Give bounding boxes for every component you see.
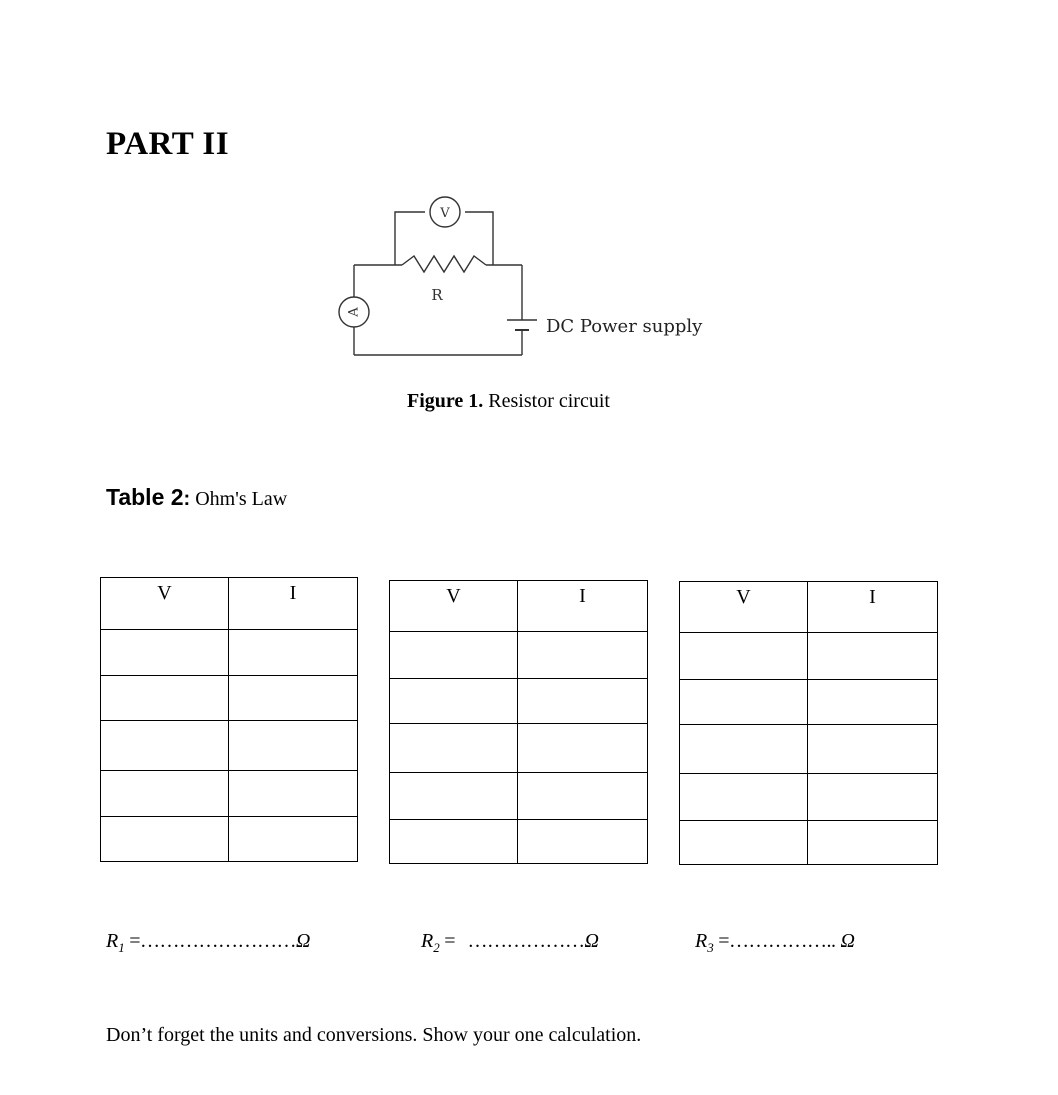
table-row: [101, 630, 358, 676]
cell-v[interactable]: [680, 774, 808, 821]
table-row: [101, 676, 358, 721]
cell-v[interactable]: [101, 630, 229, 676]
cell-i[interactable]: [808, 725, 938, 774]
cell-i[interactable]: [229, 630, 358, 676]
supply-label: DC Power supply: [546, 316, 703, 337]
figure-label: Figure 1.: [407, 390, 484, 412]
table-row: [680, 725, 938, 774]
result-equals: =: [124, 930, 140, 952]
table-caption-colon: :: [183, 488, 191, 510]
result-symbol: R: [421, 930, 434, 952]
cell-v[interactable]: [680, 725, 808, 774]
result-unit: Ω: [835, 930, 855, 952]
table-row: [390, 724, 648, 773]
voltmeter-wire: [395, 212, 425, 265]
table-header-row: [680, 582, 938, 633]
result-subscript: 3: [707, 940, 714, 955]
resistor-label: R: [431, 286, 443, 304]
table-row: [101, 817, 358, 862]
figure-caption-text: Resistor circuit: [488, 390, 610, 412]
table-row: [680, 774, 938, 821]
cell-v[interactable]: [680, 680, 808, 725]
table-row: [680, 821, 938, 865]
table-label: Table 2: [106, 484, 184, 510]
header-v: V: [101, 578, 229, 630]
table-row: [101, 771, 358, 817]
voltmeter-symbol: V: [440, 206, 450, 221]
result-unit: Ω: [296, 930, 311, 952]
cell-i[interactable]: [518, 724, 648, 773]
cell-i[interactable]: [518, 820, 648, 864]
data-table-2: [389, 580, 648, 864]
data-table-3: [679, 581, 938, 865]
table-caption: [106, 484, 287, 511]
table-row: [680, 680, 938, 725]
table-row: [390, 679, 648, 724]
result-r3: [695, 930, 855, 956]
cell-v[interactable]: [390, 724, 518, 773]
cell-i[interactable]: [229, 721, 358, 771]
header-i: I: [518, 581, 648, 632]
cell-v[interactable]: [101, 771, 229, 817]
result-symbol: R: [106, 930, 119, 952]
table-row: [680, 633, 938, 680]
cell-v[interactable]: [101, 817, 229, 862]
cell-v[interactable]: [390, 820, 518, 864]
result-equals: =: [713, 930, 729, 952]
cell-i[interactable]: [808, 633, 938, 680]
result-blank[interactable]: ……………………: [140, 930, 296, 952]
cell-v[interactable]: [101, 721, 229, 771]
cell-v[interactable]: [101, 676, 229, 721]
cell-i[interactable]: [808, 774, 938, 821]
cell-i[interactable]: [229, 676, 358, 721]
cell-v[interactable]: [390, 773, 518, 820]
cell-v[interactable]: [680, 633, 808, 680]
result-equals: =: [439, 930, 460, 952]
cell-v[interactable]: [390, 632, 518, 679]
table-row: [390, 632, 648, 679]
cell-v[interactable]: [390, 679, 518, 724]
header-v: V: [390, 581, 518, 632]
data-table-1: [100, 577, 358, 862]
table-row: [101, 721, 358, 771]
result-blank[interactable]: ………………: [467, 930, 585, 952]
table-row: [390, 820, 648, 864]
header-v: V: [680, 582, 808, 633]
table-row: [390, 773, 648, 820]
table-header-row: [390, 581, 648, 632]
instruction-note: Don’t forget the units and conversions. Show your one calculation.: [106, 1024, 642, 1046]
cell-i[interactable]: [518, 679, 648, 724]
result-unit: Ω: [584, 930, 599, 952]
part-title: PART II: [106, 126, 230, 162]
cell-i[interactable]: [518, 632, 648, 679]
cell-i[interactable]: [808, 680, 938, 725]
result-blank[interactable]: ……………..: [729, 930, 836, 952]
resistor-symbol: [402, 256, 486, 272]
result-r2: [421, 930, 599, 956]
voltmeter-wire-right: [465, 212, 493, 265]
ammeter-symbol: A: [346, 307, 362, 317]
header-i: I: [229, 578, 358, 630]
table-header-row: [101, 578, 358, 630]
cell-i[interactable]: [518, 773, 648, 820]
figure-caption: [407, 390, 610, 413]
result-r1: [106, 930, 310, 956]
cell-i[interactable]: [229, 817, 358, 862]
resistor-circuit-diagram: [330, 192, 730, 368]
cell-v[interactable]: [680, 821, 808, 865]
cell-i[interactable]: [229, 771, 358, 817]
cell-i[interactable]: [808, 821, 938, 865]
result-subscript: 1: [118, 940, 125, 955]
header-i: I: [808, 582, 938, 633]
table-title: Ohm's Law: [195, 488, 288, 510]
result-subscript: 2: [433, 940, 440, 955]
result-symbol: R: [695, 930, 708, 952]
